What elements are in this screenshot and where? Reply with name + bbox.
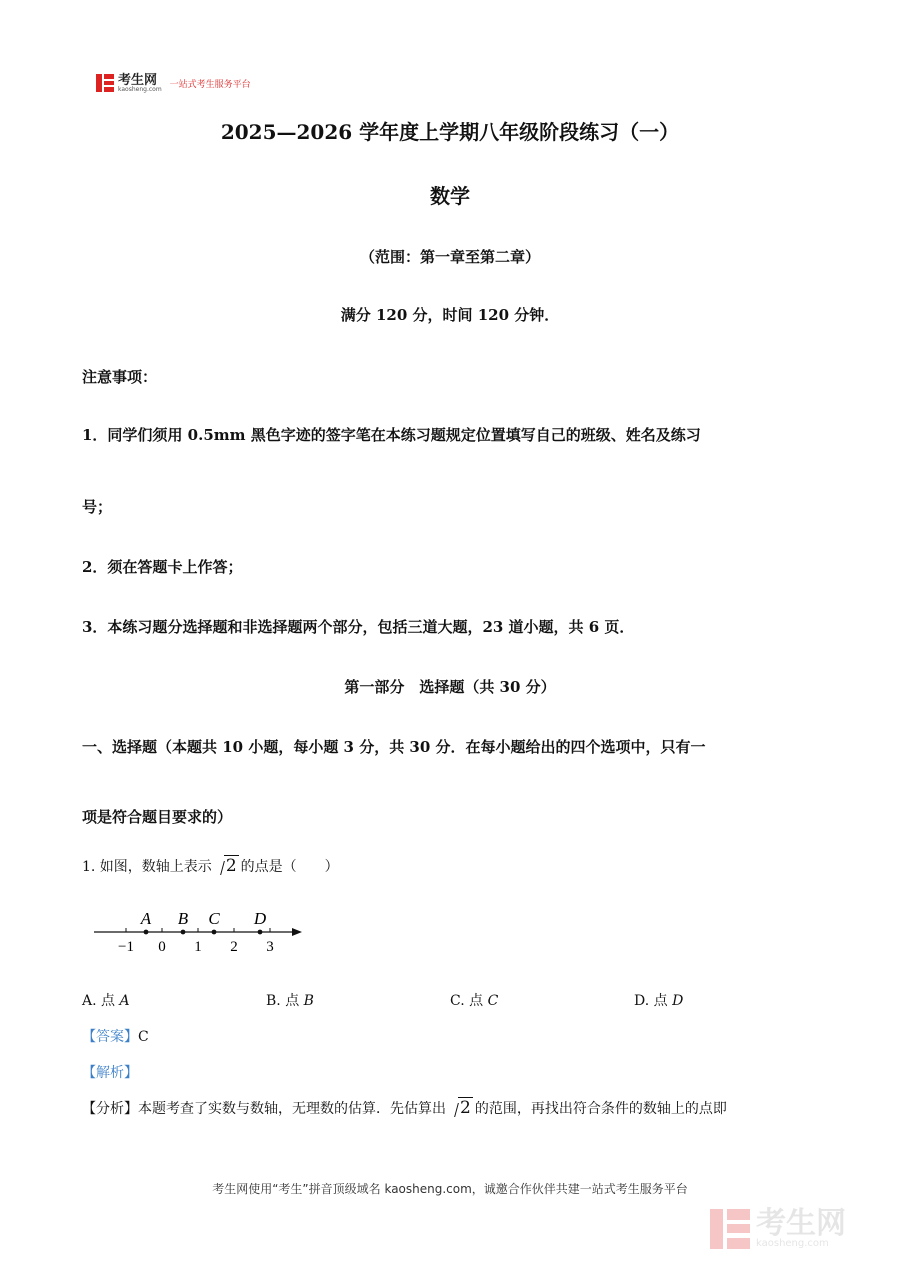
exam-title: 2025—2026 学年度上学期八年级阶段练习（一）: [220, 120, 680, 144]
point-dot: [181, 930, 186, 935]
number-line-figure: [90, 902, 310, 962]
analysis-tag: 【解析】: [82, 1065, 138, 1081]
subject-title: 数学: [430, 184, 470, 208]
point-label: A: [140, 909, 152, 928]
notice-heading: 注意事项：: [82, 368, 158, 386]
point-dot: [144, 930, 149, 935]
fenxi-suffix: 的范围，再找出符合条件的数轴上的点即: [474, 1101, 727, 1117]
notice-item-1: 1．同学们须用 0.5mm 黑色字迹的签字笔在本练习题规定位置填写自己的班级、姓名及练习: [82, 426, 701, 444]
tick-label: 3: [266, 939, 274, 955]
option-var: B: [303, 993, 314, 1009]
notice-item-1-cont: 号；: [82, 498, 113, 516]
watermark-icon: [710, 1209, 750, 1249]
sqrt-symbol: [214, 856, 239, 876]
option-c[interactable]: [450, 990, 498, 1010]
sqrt-symbol: [448, 1098, 473, 1118]
tick-label: 1: [194, 939, 202, 955]
number-line-arrow: [292, 928, 302, 936]
option-text: 点: [101, 993, 116, 1009]
option-text: 点: [469, 993, 484, 1009]
answer-line: [82, 1026, 149, 1046]
fenxi-prefix: 【分析】本题考查了实数与数轴，无理数的估算．先估算出: [82, 1101, 446, 1117]
header-slogan: 一站式考生服务平台: [169, 79, 251, 90]
header-logo: [96, 72, 296, 94]
question-1-prefix: 1. 如图，数轴上表示: [82, 859, 212, 875]
notice-item-3: 3．本练习题分选择题和非选择题两个部分，包括三道大题，23 道小题，共 6 页．: [82, 618, 635, 636]
section1-instructions: 一、选择题（本题共 10 小题，每小题 3 分，共 30 分．在每小题给出的四个选项中，只有一: [82, 738, 706, 756]
fenxi-line: [82, 1098, 727, 1118]
radicand: 2: [460, 1098, 471, 1118]
watermark-logo: [710, 1207, 880, 1251]
tick-label: 0: [158, 939, 166, 955]
logo-icon: [96, 74, 114, 92]
option-b[interactable]: [266, 990, 314, 1010]
option-letter: D.: [634, 993, 650, 1009]
option-a[interactable]: [82, 990, 130, 1010]
answer-value: C: [138, 1029, 149, 1045]
radicand: 2: [225, 856, 237, 876]
option-letter: A.: [82, 993, 97, 1009]
tick-label: −1: [118, 939, 134, 955]
point-label: C: [208, 909, 220, 928]
option-text: 点: [653, 993, 668, 1009]
option-var: D: [672, 993, 684, 1009]
score-time: 满分 120 分，时间 120 分钟．: [340, 306, 560, 324]
question-1: [82, 856, 339, 876]
watermark-name: 考生网: [756, 1206, 846, 1241]
notice-item-2: 2．须在答题卡上作答；: [82, 558, 243, 576]
analysis-line: [82, 1062, 138, 1082]
tick-label: 2: [230, 939, 238, 955]
watermark-domain: kaosheng.com: [756, 1238, 829, 1249]
option-letter: C.: [450, 993, 465, 1009]
question-1-suffix: 的点是（ ）: [240, 859, 339, 875]
exam-range: （范围：第一章至第二章）: [359, 248, 540, 266]
point-label: D: [253, 909, 267, 928]
option-var: A: [119, 993, 130, 1009]
option-var: C: [487, 993, 499, 1009]
logo-domain: kaosheng.com: [118, 85, 162, 93]
answer-tag: 【答案】: [82, 1029, 138, 1045]
logo-name: 考生网: [118, 72, 158, 88]
option-d[interactable]: [634, 990, 683, 1010]
point-label: B: [177, 909, 189, 928]
page-footer: 考生网使用“考生”拼音顶级域名 kaosheng.com，诚邀合作伙伴共建一站式考生服务平台: [212, 1182, 688, 1196]
point-dot: [212, 930, 217, 935]
option-letter: B.: [266, 993, 281, 1009]
section1-instructions-cont: 项是符合题目要求的）: [82, 808, 233, 826]
part1-title: 第一部分 选择题（共 30 分）: [344, 678, 556, 696]
point-dot: [258, 930, 263, 935]
option-text: 点: [285, 993, 300, 1009]
